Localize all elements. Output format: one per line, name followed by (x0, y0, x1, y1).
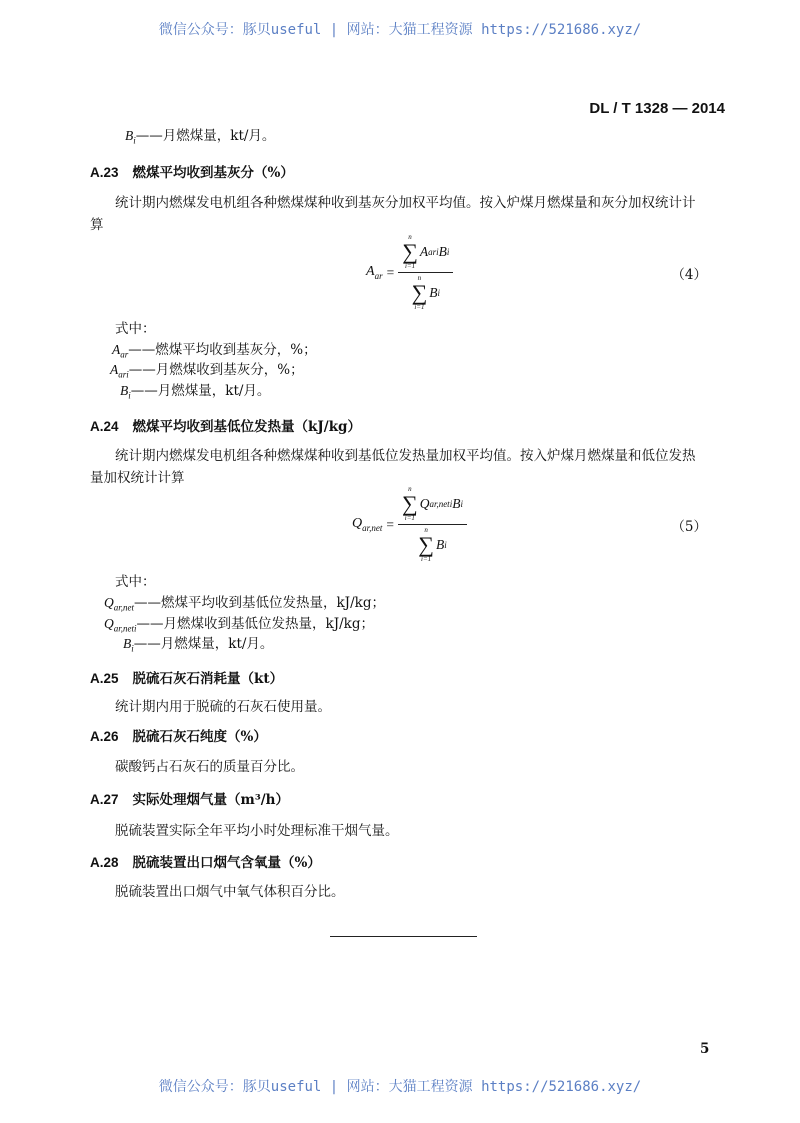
section-heading: A.23 燃煤平均收到基灰分（%） (90, 165, 294, 181)
section-heading: A.26 脱硫石灰石纯度（%） (90, 729, 267, 745)
page-number: 5 (700, 1041, 710, 1057)
paragraph: 算 (90, 217, 104, 233)
var-definition: $Q_{ar,net}——$燃煤平均收到基低位发热量，kJ/kg； (104, 595, 385, 613)
var-definition: $B_i——$月燃煤量，kt/月。 (125, 128, 276, 146)
paragraph: 脱硫装置出口烟气中氧气体积百分比。 (115, 884, 345, 900)
section-heading: A.25 脱硫石灰石消耗量（kt） (90, 671, 284, 687)
equation-number: （4） (671, 267, 707, 283)
where-label: 式中： (115, 321, 156, 337)
where-label: 式中： (115, 574, 156, 590)
var-definition: $A_{ar}——$燃煤平均收到基灰分，%； (112, 342, 317, 360)
end-rule (330, 936, 477, 937)
section-heading: A.24 燃煤平均收到基低位发热量（kJ/kg） (90, 419, 361, 435)
var-definition: $A_{ari}——$月燃煤收到基灰分，%； (110, 362, 304, 380)
section-heading: A.28 脱硫装置出口烟气含氧量（%） (90, 855, 321, 871)
watermark-top: 微信公众号：豚贝useful | 网站：大猫工程资源 https://521686.xyz/ (158, 22, 642, 38)
paragraph: 量加权统计计算 (90, 470, 185, 486)
var-definition: $B_i——$月燃煤量，kt/月。 (123, 636, 274, 654)
var-definition: $B_i——$月燃煤量，kt/月。 (120, 383, 271, 401)
paragraph: 统计期内用于脱硫的石灰石使用量。 (115, 699, 331, 715)
paragraph: 脱硫装置实际全年平均小时处理标准干烟气量。 (115, 823, 399, 839)
paragraph: 统计期内燃煤发电机组各种燃煤煤种收到基低位发热量加权平均值。按入炉煤月燃煤量和低位发热 (115, 448, 696, 464)
formula-4: $A_{ar}$ = n ∑ i=1 A ari B i n ∑ i=1 B i (366, 232, 453, 313)
paragraph: 统计期内燃煤发电机组各种燃煤煤种收到基灰分加权平均值。按入炉煤月燃煤量和灰分加权统计计 (115, 195, 696, 211)
standard-code: DL / T 1328 — 2014 (589, 100, 725, 117)
formula-5: $Q_{ar,net}$ = n ∑ i=1 Q ar,neti B i n ∑ i=1 B i (352, 484, 467, 565)
var-definition: $Q_{ar,neti}——$月燃煤收到基低位发热量，kJ/kg； (104, 616, 374, 634)
section-heading: A.27 实际处理烟气量（m³/h） (90, 792, 289, 808)
watermark-bottom: 微信公众号：豚贝useful | 网站：大猫工程资源 https://521686.xyz/ (158, 1079, 642, 1095)
paragraph: 碳酸钙占石灰石的质量百分比。 (115, 759, 304, 775)
equation-number: （5） (671, 519, 707, 535)
